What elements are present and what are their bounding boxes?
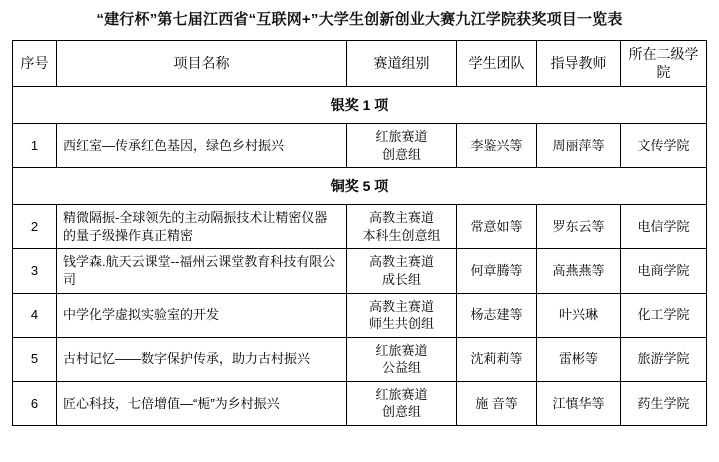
cell-advisor: 高燕燕等 xyxy=(537,249,621,293)
track-line-2: 师生共创组 xyxy=(368,316,434,332)
column-header-student-team: 学生团队 xyxy=(457,40,537,87)
table-row xyxy=(13,205,707,249)
cell-project-name: 古村记忆——数字保护传承，助力古村振兴 xyxy=(57,337,347,381)
table-row xyxy=(13,249,707,293)
page-title: “建行杯”第七届江西省“互联网+”大学生创新创业大赛九江学院获奖项目一览表 xyxy=(96,11,623,28)
track-line-2: 公益组 xyxy=(381,360,421,376)
cell-advisor: 叶兴琳 xyxy=(537,293,621,337)
track-line-1: 红旅赛道 xyxy=(375,386,428,402)
section-header-row xyxy=(13,87,707,124)
cell-student-team: 施 音等 xyxy=(457,381,537,425)
cell-college: 文传学院 xyxy=(621,124,707,168)
cell-track-group xyxy=(347,293,457,337)
cell-student-team: 常意如等 xyxy=(457,205,537,249)
table-header xyxy=(13,40,707,87)
cell-student-team: 何章腾等 xyxy=(457,249,537,293)
table-row xyxy=(13,381,707,425)
track-line-2: 成长组 xyxy=(381,272,421,288)
cell-student-team: 李鉴兴等 xyxy=(457,124,537,168)
cell-project-name: 精微隔振-全球领先的主动隔振技术让精密仪器的量子级操作真正精密 xyxy=(57,205,347,249)
cell-project-name: 中学化学虚拟实验室的开发 xyxy=(57,293,347,337)
track-line-1: 红旅赛道 xyxy=(375,342,428,358)
cell-no: 1 xyxy=(13,124,57,168)
track-line-2: 创意组 xyxy=(381,146,421,162)
section-label-silver: 银奖 1 项 xyxy=(13,87,707,124)
cell-track-group xyxy=(347,205,457,249)
cell-college: 旅游学院 xyxy=(621,337,707,381)
column-header-track-group: 赛道组别 xyxy=(347,40,457,87)
cell-no: 4 xyxy=(13,293,57,337)
table-header-row xyxy=(13,40,707,87)
award-projects-table xyxy=(12,40,707,426)
table-row xyxy=(13,293,707,337)
cell-project-name: 钱学森.航天云课堂--福州云课堂教育科技有限公司 xyxy=(57,249,347,293)
cell-project-name: 匠心科技，七倍增值—“栀”为乡村振兴 xyxy=(57,381,347,425)
cell-college: 化工学院 xyxy=(621,293,707,337)
section-header-row xyxy=(13,168,707,205)
cell-student-team: 沈莉莉等 xyxy=(457,337,537,381)
cell-no: 3 xyxy=(13,249,57,293)
track-line-1: 高教主赛道 xyxy=(368,254,434,270)
track-line-2: 本科生创意组 xyxy=(362,227,441,243)
cell-track-group xyxy=(347,337,457,381)
cell-no: 6 xyxy=(13,381,57,425)
cell-track-group xyxy=(347,381,457,425)
column-header-college: 所在二级学院 xyxy=(621,40,707,87)
cell-student-team: 杨志建等 xyxy=(457,293,537,337)
cell-track-group xyxy=(347,249,457,293)
track-line-1: 红旅赛道 xyxy=(375,129,428,145)
table-body xyxy=(13,87,707,426)
section-label-bronze: 铜奖 5 项 xyxy=(13,168,707,205)
track-line-1: 高教主赛道 xyxy=(368,298,434,314)
column-header-advisor: 指导教师 xyxy=(537,40,621,87)
track-line-1: 高教主赛道 xyxy=(368,210,434,226)
cell-college: 电商学院 xyxy=(621,249,707,293)
cell-project-name: 西红室—传承红色基因，绿色乡村振兴 xyxy=(57,124,347,168)
cell-college: 药生学院 xyxy=(621,381,707,425)
cell-no: 5 xyxy=(13,337,57,381)
table-row xyxy=(13,337,707,381)
cell-advisor: 罗东云等 xyxy=(537,205,621,249)
column-header-project-name: 项目名称 xyxy=(57,40,347,87)
cell-track-group xyxy=(347,124,457,168)
cell-college: 电信学院 xyxy=(621,205,707,249)
table-row xyxy=(13,124,707,168)
cell-advisor: 周丽萍等 xyxy=(537,124,621,168)
cell-no: 2 xyxy=(13,205,57,249)
track-line-2: 创意组 xyxy=(381,404,421,420)
cell-advisor: 江慎华等 xyxy=(537,381,621,425)
cell-advisor: 雷彬等 xyxy=(537,337,621,381)
column-header-no: 序号 xyxy=(13,40,57,87)
